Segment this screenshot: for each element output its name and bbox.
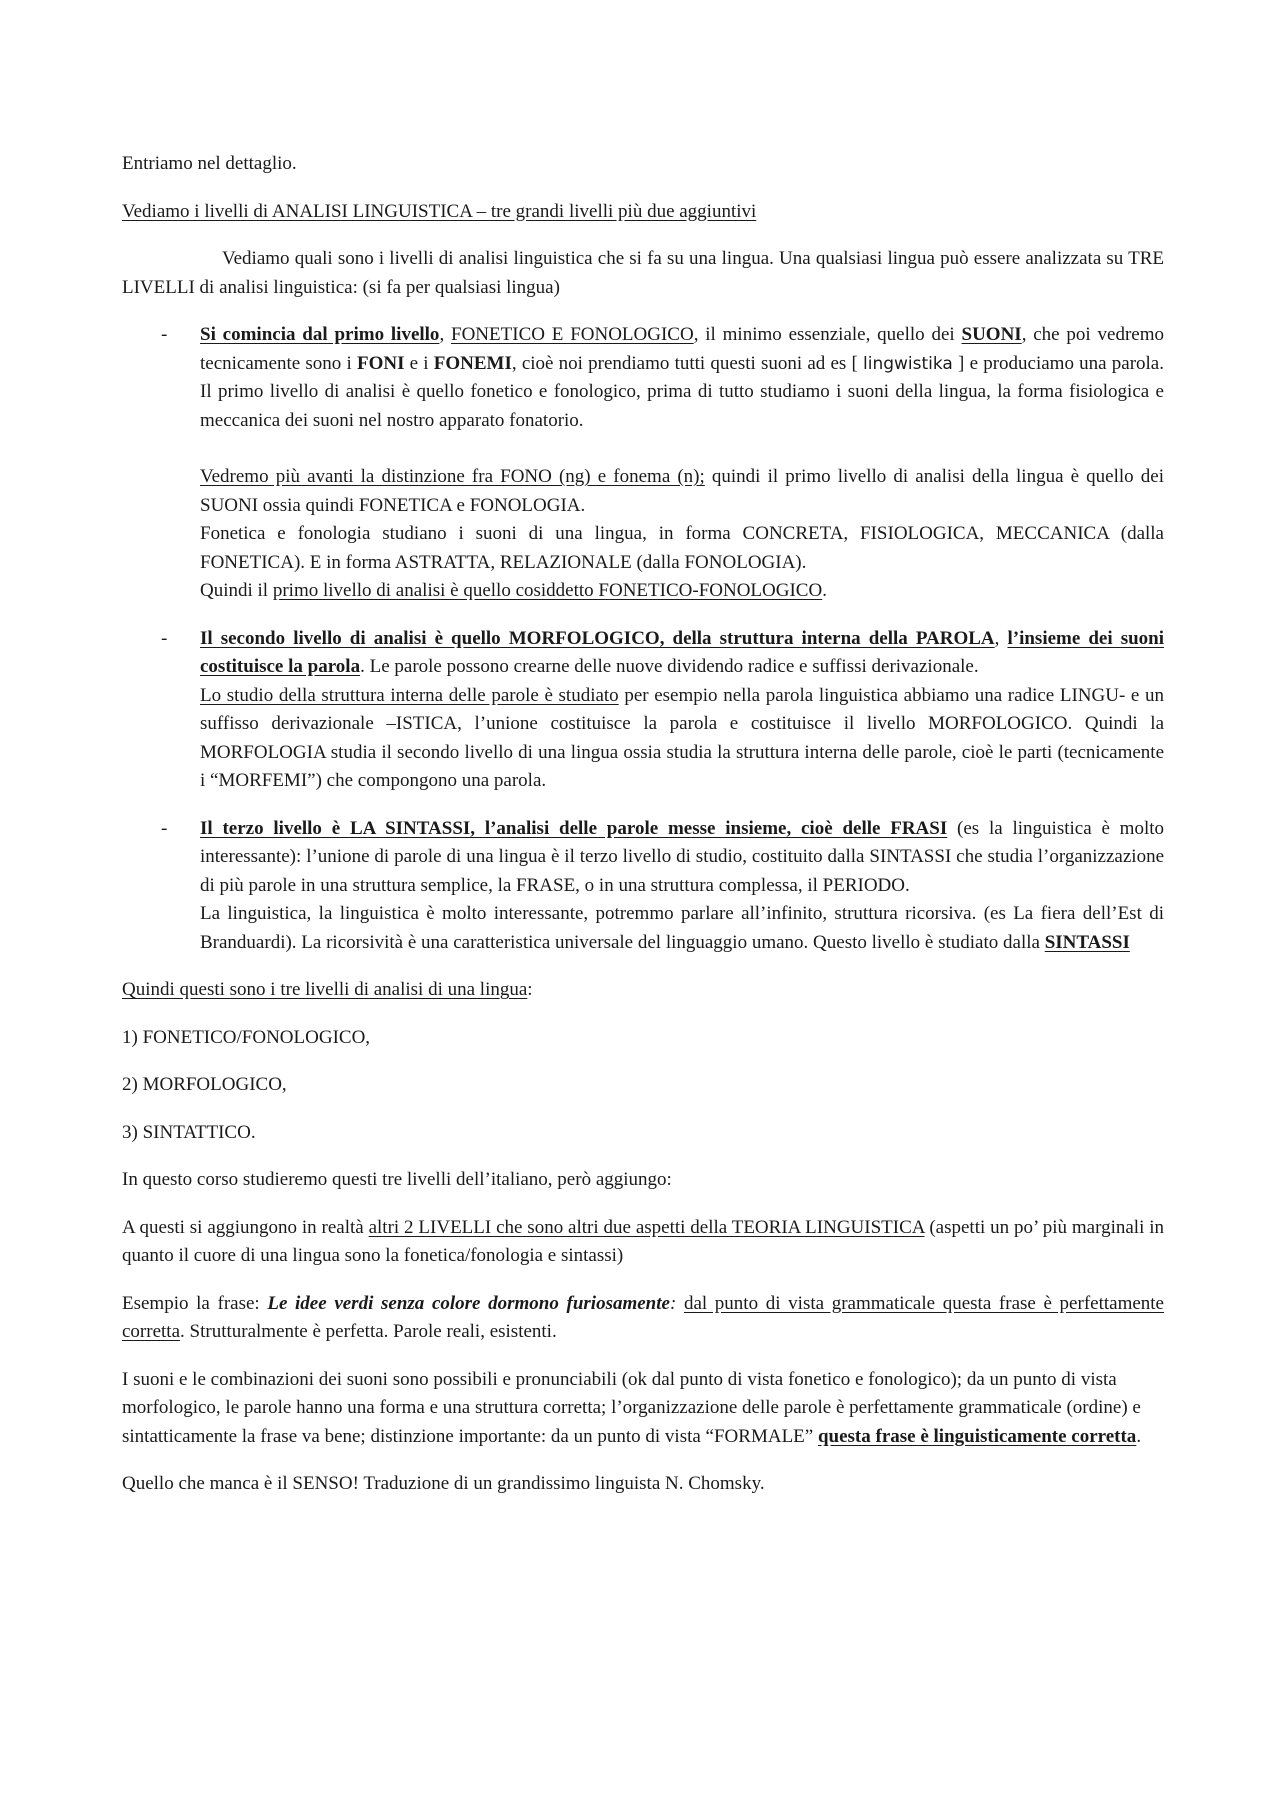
course-line: In questo corso studieremo questi tre livelli dell’italiano, però aggiungo: (122, 1169, 672, 1190)
morphology-paragraph: Il secondo livello di analisi è quello MORFOLOGICO, della struttura interna della PAROLA, l’insieme dei suoni costituisce la parola. Le parole possono crearne delle nuove dividendo radice e suffissi derivazionale. (200, 627, 1164, 677)
list-dash: - (161, 817, 168, 839)
syntax-paragraph: Il terzo livello è LA SINTASSI, l’analisi delle parole messe insieme, cioè delle FRASI (es la linguistica è molto interessante): l’unione di parole di una lingua è il terzo livello di studio, costituito dalla SINTASSI che studia l’organizzazione di più parole in una struttura semplice, la FRASE, o in una struttura complessa, il PERIODO. (200, 817, 1165, 896)
phonetic-transcription: lingwistika (863, 353, 953, 374)
example-sentence: Le idee verdi senza colore dormono furiosamente (267, 1292, 670, 1314)
list-item-phonetic (122, 321, 1164, 606)
phonetic-paragraph: Si comincia dal primo livello, FONETICO E FONOLOGICO, il minimo essenziale, quello dei SUONI, che poi vedremo tecnicamente sono i FONI e i FONEMI, cioè noi prendiamo tutti questi suoni ad es [ lingwistika ] e produciamo una parola. Il primo livello di analisi è quello fonetico e fonologico, prima di tutto studiamo i suoni della lingua, la forma fisiologica e meccanica dei suoni nel nostro apparato fonatorio. (200, 324, 1165, 431)
section-heading-text: Vediamo i livelli di ANALISI LINGUISTICA – tre grandi livelli più due aggiuntivi (122, 200, 757, 222)
level-item: 2) MORFOLOGICO, (122, 1074, 287, 1095)
list-dash: - (161, 627, 168, 649)
level-item: 1) FONETICO/FONOLOGICO, (122, 1026, 371, 1048)
list-item-syntax (122, 815, 1164, 958)
phonetics-phonology-paragraph: Fonetica e fonologia studiano i suoni di una lingua, in forma CONCRETA, FISIOLOGICA, MECCANICA (dalla FONETICA). E in forma ASTRATTA, RELAZIONALE (dalla FONOLOGIA). (200, 523, 1164, 573)
morphology-detail: Lo studio della struttura interna delle parole è studiato per esempio nella parola linguistica abbiamo una radice LINGU- e un suffisso derivazionale –ISTICA, l’unione costituisce la parola e costituisce il livello MORFOLOGICO. Quindi la MORFOLOGIA studia il secondo livello di una lingua ossia studia la struttura interna delle parole, cioè le parti (tecnicamente i “MORFEMI”) che compongono una parola. (200, 684, 1165, 791)
sounds-paragraph: I suoni e le combinazioni dei suoni sono possibili e pronunciabili (ok dal punto di vista fonetico e fonologico); da un punto di vista morfologico, le parole hanno una forma e una struttura corretta; l’organizzazione delle parole è perfettamente grammaticale (ordine) e sintatticamente la frase va bene; distinzione importante: da un punto di vista “FORMALE” questa frase è linguisticamente corretta. (122, 1368, 1142, 1447)
closing-line: Quello che manca è il SENSO! Traduzione di un grandissimo linguista N. Chomsky. (122, 1473, 765, 1494)
section-heading (122, 198, 1164, 227)
phoneme-paragraph: Vedremo più avanti la distinzione fra FONO (ng) e fonema (n); quindi il primo livello di analisi della lingua è quello dei SUONI ossia quindi FONETICA e FONOLOGIA. (200, 466, 1164, 516)
first-level-summary: Quindi il primo livello di analisi è quello cosiddetto FONETICO-FONOLOGICO. (200, 580, 827, 601)
list-dash: - (161, 324, 168, 345)
list-item-morphology (122, 625, 1164, 796)
intro-line: Entriamo nel dettaglio. (122, 153, 297, 174)
extra-levels-paragraph: A questi si aggiungono in realtà altri 2 LIVELLI che sono altri due aspetti della TEORIA LINGUISTICA (aspetti un po’ più marginali in quanto il cuore di una lingua sono la fonetica/fonologia e sintassi) (122, 1216, 1165, 1266)
summary-line: Quindi questi sono i tre livelli di analisi di una lingua: (122, 979, 533, 1000)
recursion-paragraph: La linguistica, la linguistica è molto interessante, potremmo parlare all’infinito, struttura ricorsiva. (es La fiera dell’Est di Branduardi). La ricorsività è una caratteristica universale del linguaggio umano. Questo livello è studiato dalla SINTASSI (200, 903, 1164, 953)
example-paragraph: Esempio la frase: Le idee verdi senza colore dormono furiosamente: dal punto di vista grammaticale questa frase è perfettamente corretta. Strutturalmente è perfetta. Parole reali, esistenti. (122, 1292, 1164, 1342)
intro-paragraph: Vediamo quali sono i livelli di analisi linguistica che si fa su una lingua. Una qualsiasi lingua può essere analizzata su TRE LIVELLI di analisi linguistica: (si fa per qualsiasi lingua) (122, 248, 1164, 298)
level-item: 3) SINTATTICO. (122, 1121, 256, 1143)
